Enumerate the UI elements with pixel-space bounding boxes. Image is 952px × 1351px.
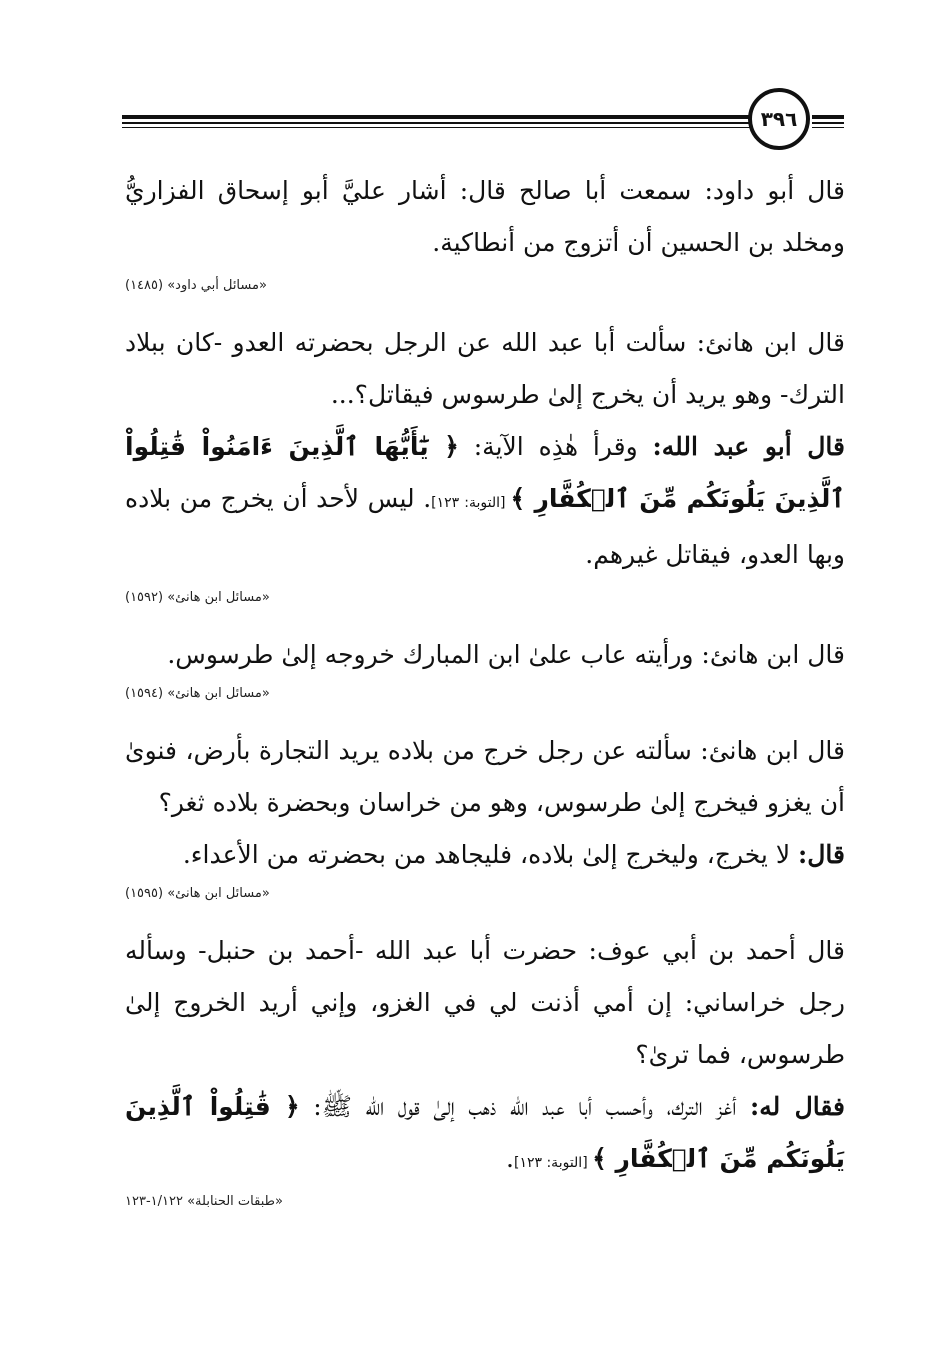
header-rule [122,122,752,124]
answer-text: وقرأ هٰذِه الآية: [458,432,653,461]
paragraph: قال ابن هانئ: ورأيته عاب علىٰ ابن المبارك خروجه إلىٰ طرسوس. [167,640,845,669]
header-rule-stub [812,122,844,124]
header-rule-stub [812,127,844,128]
source-reference: «طبقات الحنابلة» ١/١٢٢-١٢٣ [125,1194,283,1209]
speaker-label: فقال له: [750,1092,845,1121]
answer-paragraph [125,1081,845,1189]
answer-text: . [506,1144,514,1173]
header-rule-stub [812,115,844,119]
answer-paragraph [125,829,845,881]
source-reference: «مسائل أبي داود» (١٤٨٥) [125,278,267,293]
surah-citation: [التوبة: ١٢٣] [431,495,511,511]
answer-paragraph [125,421,845,581]
speaker-label: قال: [798,840,845,869]
speaker-label: قال أبو عبد الله: [652,432,845,461]
source-reference: «مسائل ابن هانئ» (١٥٩٤) [125,686,270,701]
answer-text: أغز الترك، وأحسب أبا عبد الله ذهب إلىٰ قول الله ﷺ: [299,1092,751,1121]
source-reference: «مسائل ابن هانئ» (١٥٩٢) [125,590,270,605]
quran-verse: ﴿ يَٰٓأَيُّهَا ٱلَّذِينَ ءَامَنُواْ قَٰتِلُواْ ٱلَّذِينَ يَلُونَكُم مِّنَ ٱلۡكُفَّارِ ﴾ [125,432,845,513]
paragraph: قال ابن هانئ: سألته عن رجل خرج من بلاده يريد التجارة بأرض، فنوىٰ أن يغزو فيخرج إلىٰ طرسوس، وهو من خراسان وبحضرة بلاده ثغر؟ [125,736,845,817]
answer-text: . ليس لأحد أن يخرج من بلاده وبها العدو، فيقاتل غيرهم. [125,484,845,569]
header-rule [122,115,752,119]
paragraph: قال أبو داود: سمعت أبا صالح قال: أشار عليَّ أبو إسحاق الفزاريُّ ومخلد بن الحسين أن أتزوج من أنطاكية. [125,176,845,257]
page-number: ٣٩٦ [748,88,810,150]
answer-text: لا يخرج، وليخرج إلىٰ بلاده، فليجاهد من بحضرته من الأعداء. [182,840,799,869]
paragraph: قال ابن هانئ: سألت أبا عبد الله عن الرجل بحضرته العدو -كان ببلاد الترك- وهو يريد أن يخرج إلىٰ طرسوس فيقاتل؟... [125,328,845,409]
quran-verse: ﴿ قَٰتِلُواْ ٱلَّذِينَ يَلُونَكُم مِّنَ ٱلۡكُفَّارِ ﴾ [125,1092,845,1173]
source-reference: «مسائل ابن هانئ» (١٥٩٥) [125,886,270,901]
paragraph: قال أحمد بن أبي عوف: حضرت أبا عبد الله -أحمد بن حنبل- وسأله رجل خراساني: إن أمي أذنت لي في الغزو، وإني أريد الخروج إلىٰ طرسوس، فما ترىٰ؟ [125,936,845,1069]
page-body [125,165,845,1233]
surah-citation: [التوبة: ١٢٣] [513,1155,593,1171]
header-rule [122,127,752,128]
